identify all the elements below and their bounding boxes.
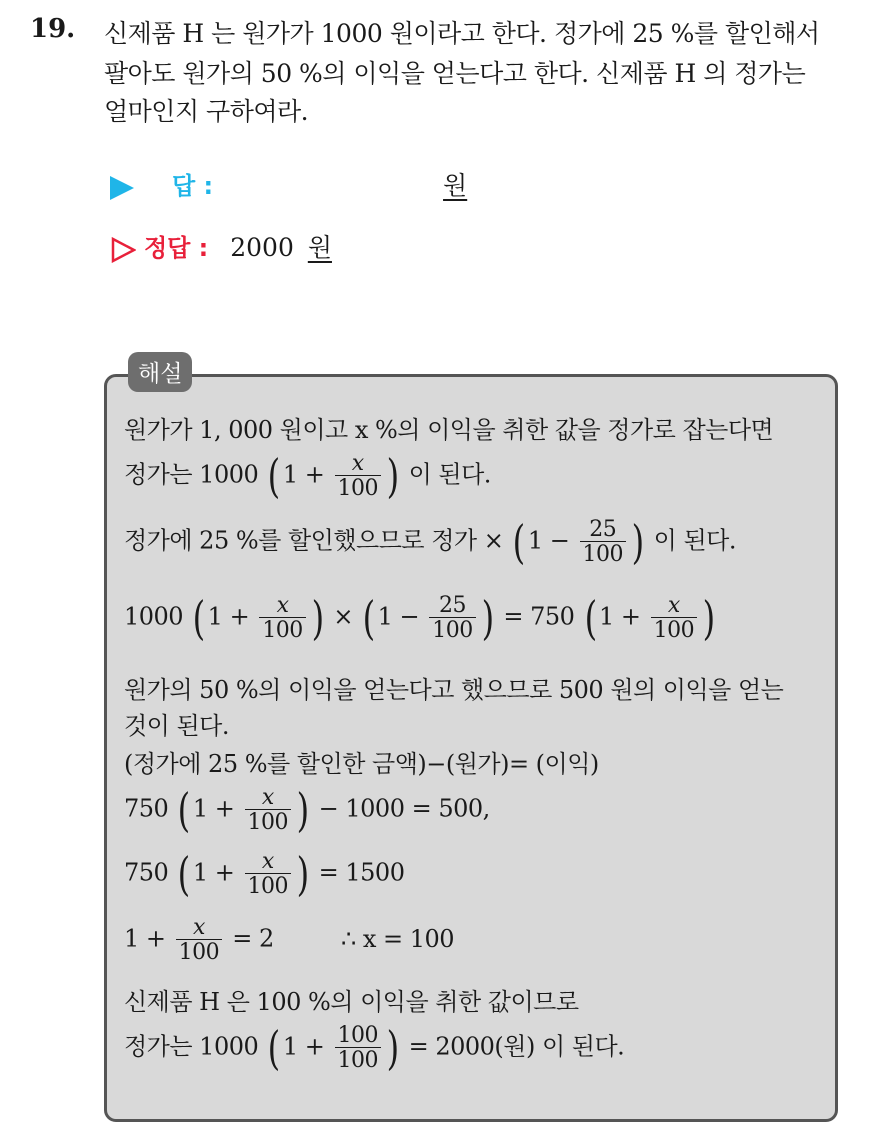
fraction: $\frac{x}{100}$ xyxy=(259,594,306,642)
exp-text: = 2 xyxy=(232,924,274,953)
question-number: 19. xyxy=(30,14,76,44)
exp-line-6: 것이 된다. xyxy=(124,712,229,740)
exp-text: 정가에 25 %를 할인했으므로 정가 × xyxy=(124,526,504,555)
exp-text: 1 + xyxy=(124,924,166,953)
explanation-tag: 해설 xyxy=(128,352,192,392)
question-line-3: 얼마인지 구하여라. xyxy=(104,97,309,126)
exp-text: 이 된다. xyxy=(408,460,491,489)
exp-line-9: 750 ( 1 + $\frac{x}{100}$ ) = 1500 xyxy=(124,847,405,902)
fraction: $\frac{x}{100}$ xyxy=(245,850,292,898)
exp-text: ∴ x = 100 xyxy=(340,924,455,953)
filled-triangle-icon xyxy=(110,176,134,200)
exp-text: 750 xyxy=(124,858,169,887)
correct-answer-row xyxy=(110,228,332,264)
exp-text: 이 된다. xyxy=(653,526,736,555)
answer-label: 답 : xyxy=(171,172,214,200)
exp-line-3: 정가에 25 %를 할인했으므로 정가 × ( 1 − $\frac{25}{100}$ ) 이 된다. xyxy=(124,515,736,570)
exp-text: = 750 xyxy=(503,602,575,631)
exp-line-11: 신제품 H 은 100 %의 이익을 취한 값이므로 xyxy=(124,988,579,1016)
exp-line-4: 1000 ( 1 + $\frac{x}{100}$ ) × ( 1 − $\frac{25}{100}$ ) = 750 ( 1 + $\frac{x}{100}$ ) xyxy=(124,591,715,646)
question-line-2: 팔아도 원가의 50 %의 이익을 얻는다고 한다. 신제품 H 의 정가는 xyxy=(104,59,806,88)
exp-line-2: 정가는 1000 ( 1 + $\frac{x}{100}$ ) 이 된다. xyxy=(124,449,491,504)
exp-line-5: 원가의 50 %의 이익을 얻는다고 했으므로 500 원의 이익을 얻는 xyxy=(124,676,784,704)
answer-row xyxy=(110,166,467,202)
exp-text: = 1500 xyxy=(318,858,405,887)
question-line-1: 신제품 H 는 원가가 1000 원이라고 한다. 정가에 25 %를 할인해서 xyxy=(104,19,820,48)
outline-triangle-icon xyxy=(110,237,136,263)
exp-text: 정가는 1000 xyxy=(124,1032,259,1061)
exp-line-8: 750 ( 1 + $\frac{x}{100}$ ) − 1000 = 500, xyxy=(124,783,490,838)
fraction: $\frac{x}{100}$ xyxy=(176,916,223,964)
exp-line-10 xyxy=(124,916,454,964)
fraction: $\frac{25}{100}$ xyxy=(580,518,627,566)
exp-text: 750 xyxy=(124,794,169,823)
exp-text: 정가는 1000 xyxy=(124,460,259,489)
exp-text: = 2000(원) 이 된다. xyxy=(408,1032,625,1061)
fraction: $\frac{x}{100}$ xyxy=(335,452,382,500)
fraction: $\frac{100}{100}$ xyxy=(335,1024,382,1072)
exp-line-7: (정가에 25 %를 할인한 금액)−(원가)= (이익) xyxy=(124,750,599,778)
correct-answer-label: 정답 : xyxy=(143,234,209,262)
exp-line-12: 정가는 1000 ( 1 + $\frac{100}{100}$ ) = 2000(원) 이 된다. xyxy=(124,1021,625,1076)
exp-line-1: 원가가 1, 000 원이고 x %의 이익을 취한 값을 정가로 잡는다면 xyxy=(124,416,774,444)
exp-text: 1000 xyxy=(124,602,184,631)
answer-unit: 원 xyxy=(443,171,468,200)
fraction: $\frac{x}{100}$ xyxy=(245,786,292,834)
correct-answer-unit: 원 xyxy=(307,233,332,262)
exp-text: − 1000 = 500, xyxy=(318,794,490,823)
correct-answer-value: 2000 xyxy=(230,233,294,262)
fraction: $\frac{x}{100}$ xyxy=(651,594,698,642)
fraction: $\frac{25}{100}$ xyxy=(429,594,476,642)
